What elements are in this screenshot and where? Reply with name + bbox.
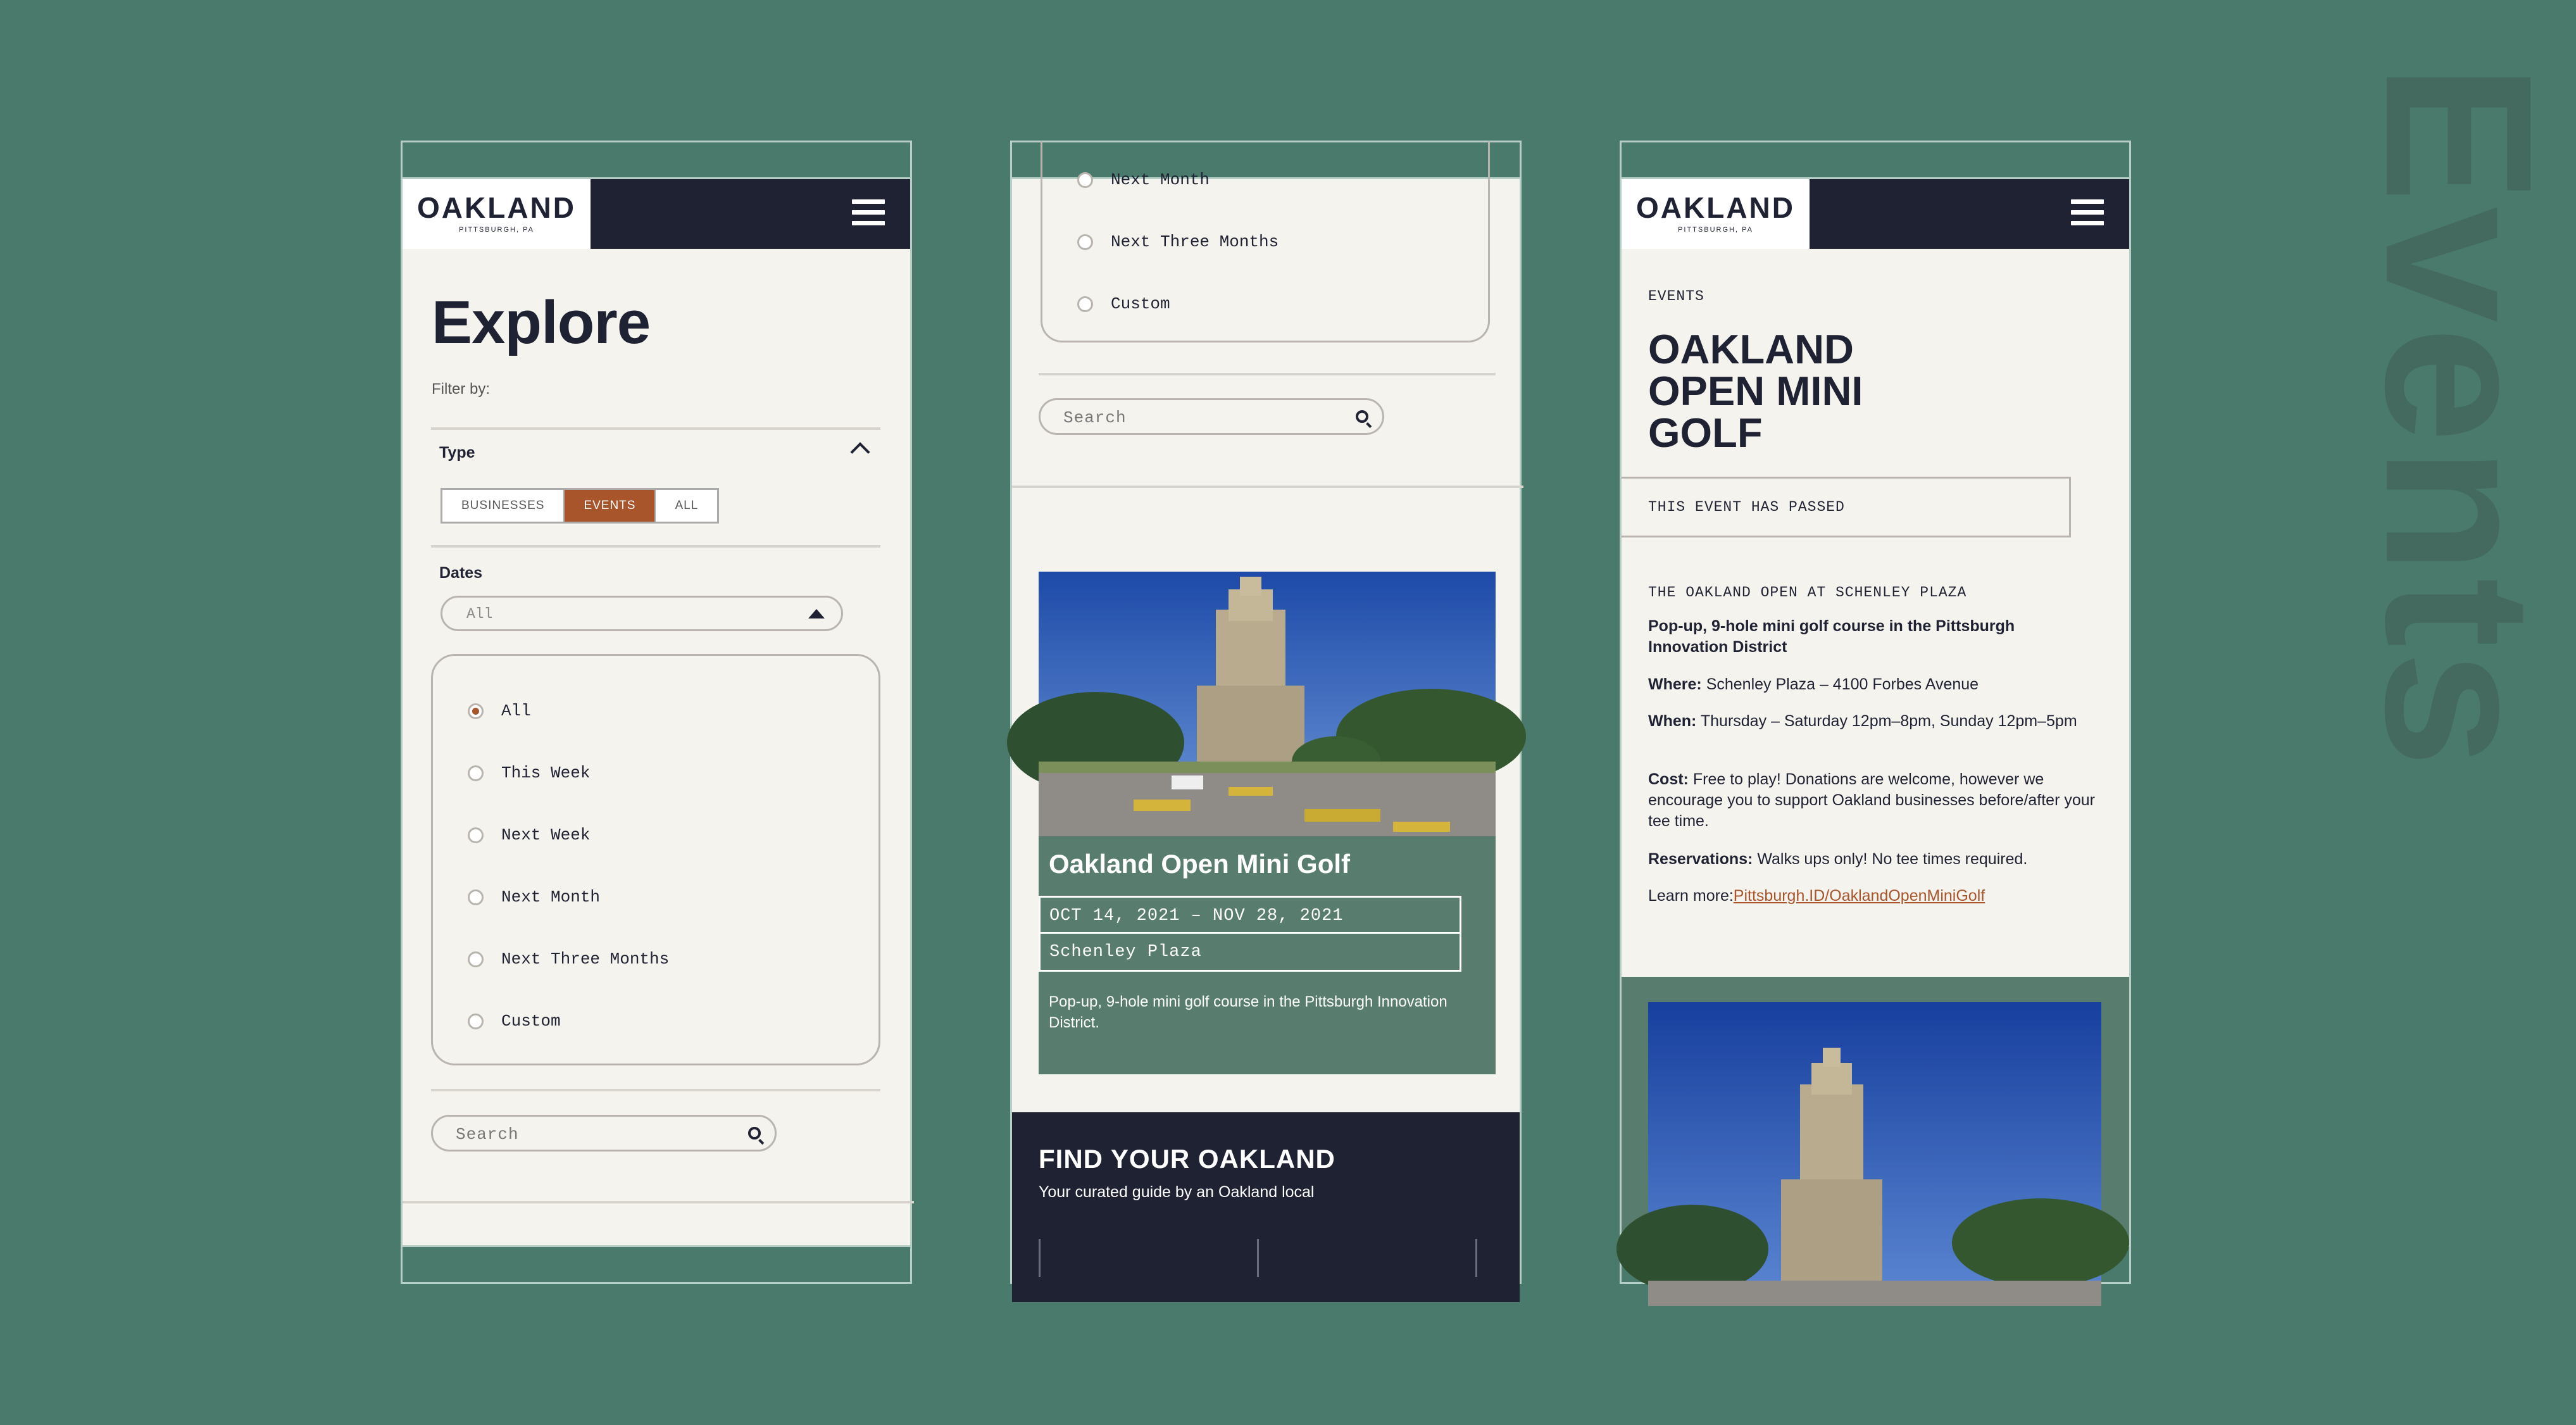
radio-icon <box>468 827 484 843</box>
date-option-next-week[interactable]: Next Week <box>468 825 590 844</box>
logo-location: PITTSBURGH, PA <box>459 226 534 234</box>
event-when: When: Thursday – Saturday 12pm–8pm, Sunday 12pm–5pm <box>1648 712 2077 730</box>
logo[interactable] <box>403 179 591 249</box>
hamburger-menu-icon[interactable] <box>852 199 885 227</box>
logo-wordmark: OAKLAND <box>417 191 576 224</box>
radio-icon <box>468 889 484 905</box>
search-input[interactable]: Search <box>431 1115 777 1152</box>
radio-icon <box>1077 296 1093 312</box>
event-cost: Cost: Free to play! Donations are welcome, however we encourage you to support Oakland businesses before/after your tee time. <box>1648 770 2095 830</box>
radio-icon <box>468 951 484 967</box>
learn-more-link[interactable]: Pittsburgh.ID/OaklandOpenMiniGolf <box>1733 887 1985 905</box>
event-photo <box>1039 572 1496 836</box>
dates-select-value: All <box>466 606 493 622</box>
event-card-description: Pop-up, 9-hole mini golf course in the Pittsburgh Innovation District. <box>1049 993 1447 1031</box>
footer-subtitle: Your curated guide by an Oakland local <box>1039 1183 1315 1201</box>
event-where: Where: Schenley Plaza – 4100 Forbes Avenue <box>1648 675 1979 693</box>
watermark-text: Events <box>2342 63 2576 772</box>
event-card-title: Oakland Open Mini Golf <box>1049 849 1351 879</box>
search-icon[interactable] <box>748 1127 761 1139</box>
phone-frame-event-detail <box>1620 141 2131 1284</box>
type-option-events[interactable]: EVENTS <box>565 490 656 522</box>
type-filter-label: Type <box>439 444 475 461</box>
hamburger-menu-icon[interactable] <box>2071 199 2104 227</box>
event-title: OAKLAND OPEN MINI GOLF <box>1648 326 1863 456</box>
logo-location: PITTSBURGH, PA <box>1678 226 1753 234</box>
phone-frame-explore <box>401 141 912 1284</box>
date-option-next-month[interactable]: Next Month <box>468 888 600 907</box>
radio-icon <box>1077 172 1093 188</box>
dates-filter-label: Dates <box>439 564 483 582</box>
date-options-panel <box>1041 141 1490 342</box>
footer-title: FIND YOUR OAKLAND <box>1039 1144 1335 1174</box>
search-input[interactable]: Search <box>1039 398 1384 435</box>
caret-up-icon <box>808 609 825 618</box>
radio-icon <box>468 1014 484 1029</box>
date-option-next-three-months[interactable]: Next Three Months <box>468 950 669 969</box>
filter-label: Filter by: <box>432 380 491 398</box>
breadcrumb[interactable]: EVENTS <box>1648 288 1704 304</box>
event-status-banner: THIS EVENT HAS PASSED <box>1622 477 2071 537</box>
chevron-up-icon[interactable] <box>850 442 870 461</box>
event-learn-more: Learn more:Pittsburgh.ID/OaklandOpenMiniGolf <box>1648 887 1985 905</box>
radio-icon <box>468 765 484 781</box>
event-card[interactable] <box>1039 572 1496 1074</box>
site-header <box>403 179 910 249</box>
event-reservations: Reservations: Walks ups only! No tee times required. <box>1648 850 2028 868</box>
date-options-panel <box>431 654 880 1065</box>
type-option-businesses[interactable]: BUSINESSES <box>442 490 565 522</box>
event-intro: Pop-up, 9-hole mini golf course in the Pittsburgh Innovation District <box>1648 617 2015 656</box>
phone-frame-list <box>1010 141 1522 1284</box>
logo[interactable] <box>1622 179 1810 249</box>
date-option-next-three-months[interactable]: Next Three Months <box>1077 232 1279 251</box>
date-option-this-week[interactable]: This Week <box>468 763 590 782</box>
date-option-all[interactable]: All <box>468 701 531 720</box>
type-option-all[interactable]: ALL <box>675 499 699 512</box>
event-card-location: Schenley Plaza <box>1039 934 1461 972</box>
search-icon[interactable] <box>1356 410 1368 423</box>
event-photo <box>1648 1002 2101 1306</box>
event-card-dates: OCT 14, 2021 – NOV 28, 2021 <box>1039 896 1461 934</box>
radio-icon <box>468 703 484 719</box>
event-subheading: THE OAKLAND OPEN AT SCHENLEY PLAZA <box>1648 584 1967 601</box>
logo-wordmark: OAKLAND <box>1636 191 1795 224</box>
site-header <box>1622 179 2129 249</box>
site-footer <box>1012 1112 1520 1302</box>
date-option-custom[interactable]: Custom <box>468 1012 561 1031</box>
dates-select[interactable] <box>441 596 843 631</box>
page-title: Explore <box>432 289 651 356</box>
date-option-custom[interactable]: Custom <box>1077 294 1170 313</box>
date-option-next-month[interactable]: Next Month <box>1077 170 1210 189</box>
type-segmented-control <box>441 488 719 524</box>
radio-icon <box>1077 234 1093 250</box>
